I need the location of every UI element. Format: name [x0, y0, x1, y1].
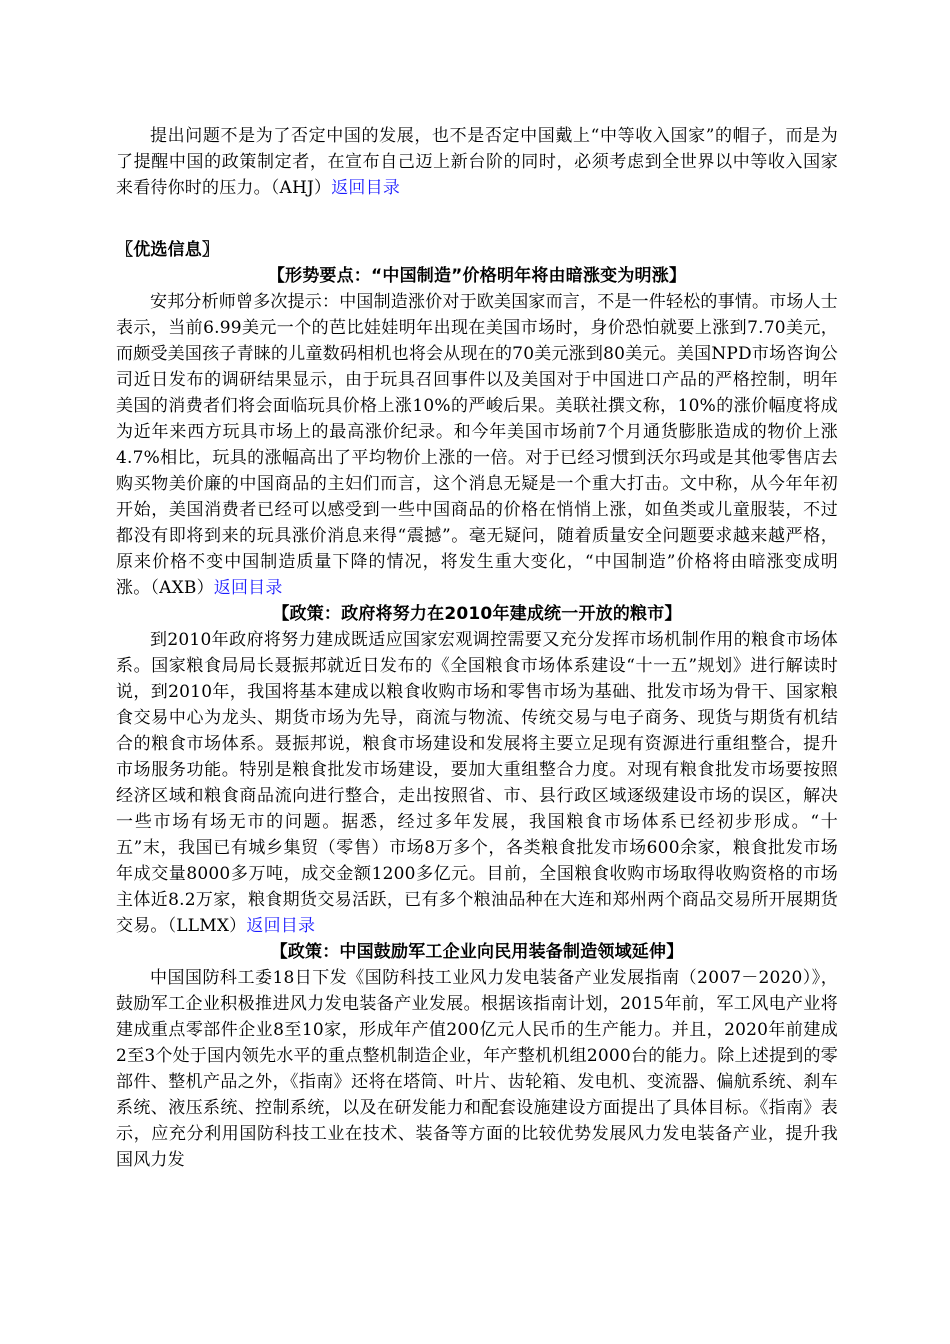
article-heading: 【形势要点：“中国制造”价格明年将由暗涨变为明涨】: [267, 266, 687, 286]
article-body: [116, 289, 838, 601]
back-to-toc-link[interactable]: 返回目录: [213, 578, 283, 598]
back-to-toc-link[interactable]: 返回目录: [331, 178, 401, 198]
article-heading: 【政策：中国鼓励军工企业向民用装备制造领域延伸】: [270, 942, 684, 962]
document-page: [116, 123, 838, 1173]
back-to-toc-link[interactable]: 返回目录: [246, 916, 316, 936]
article-heading: 【政策：政府将努力在2010年建成统一开放的粮市】: [272, 604, 682, 624]
intro-paragraph: [116, 123, 838, 201]
article-body: [116, 627, 838, 939]
article: [116, 601, 838, 939]
article: [116, 263, 838, 601]
article: [116, 939, 838, 1173]
article-text: 中国国防科工委18日下发《国防科技工业风力发电装备产业发展指南（2007－2020）》，鼓励军工企业积极推进风力发电装备产业发展。根据该指南计划，2015年前，军工风电产业将建成重点零部件企业8至10家，形成年产值200亿元人民币的生产能力。并且，2020年前建成2至3个处于国内领先水平的重点整机制造企业，年产整机机组2000台的能力。除上述提到的零部件、整机产品之外，《指南》还将在塔筒、叶片、齿轮箱、发电机、变流器、偏航系统、刹车系统、液压系统、控制系统，以及在研发能力和配套设施建设方面提出了具体目标。《指南》表示，应充分利用国防科技工业在技术、装备等方面的比较优势发展风力发电装备产业，提升我国风力发: [116, 968, 838, 1170]
section-label: 〖优选信息〗: [116, 240, 220, 260]
article-text: 安邦分析师曾多次提示：中国制造涨价对于欧美国家而言，不是一件轻松的事情。市场人士表示，当前6.99美元一个的芭比娃娃明年出现在美国市场时，身价恐怕就要上涨到7.70美元，而颇受美国孩子青睐的儿童数码相机也将会从现在的70美元涨到80美元。美国NPD市场咨询公司近日发布的调研结果显示，由于玩具召回事件以及美国对于中国进口产品的严格控制，明年美国的消费者们将会面临玩具价格上涨10%的严峻后果。美联社撰文称，10%的涨价幅度将成为近年来西方玩具市场上的最高涨价纪录。和今年美国市场前7个月通货膨胀造成的物价上涨4.7%相比，玩具的涨幅高出了平均物价上涨的一倍。对于已经习惯到沃尔玛或是其他零售店去购买物美价廉的中国商品的主妇们而言，这个消息无疑是一个重大打击。文中称，从今年年初开始，美国消费者已经可以感受到一些中国商品的价格在悄悄上涨，如鱼类或儿童服装，不过都没有即将到来的玩具涨价消息来得“震撼”。毫无疑问，随着质量安全问题要求越来越严格，原来价格不变中国制造质量下降的情况，将发生重大变化，“中国制造”价格将由暗涨变成明涨。（AXB）: [116, 292, 838, 598]
intro-text: 提出问题不是为了否定中国的发展，也不是否定中国戴上“中等收入国家”的帽子，而是为了提醒中国的政策制定者，在宣布自己迈上新台阶的同时，必须考虑到全世界以中等收入国家来看待你时的压力。（AHJ）: [116, 126, 838, 198]
article-body: [116, 965, 838, 1173]
article-text: 到2010年政府将努力建成既适应国家宏观调控需要又充分发挥市场机制作用的粮食市场体系。国家粮食局局长聂振邦就近日发布的《全国粮食市场体系建设“十一五”规划》进行解读时说，到2010年，我国将基本建成以粮食收购市场和零售市场为基础、批发市场为骨干、国家粮食交易中心为龙头、期货市场为先导，商流与物流、传统交易与电子商务、现货与期货有机结合的粮食市场体系。聂振邦说，粮食市场建设和发展将主要立足现有资源进行重组整合，提升市场服务功能。特别是粮食批发市场建设，要加大重组整合力度。对现有粮食批发市场要按照经济区域和粮食商品流向进行整合，走出按照省、市、县行政区域逐级建设市场的误区，解决一些市场有场无市的问题。据悉，经过多年发展，我国粮食市场体系已经初步形成。“十五”末，我国已有城乡集贸（零售）市场8万多个，各类粮食批发市场600余家，粮食批发市场年成交量8000多万吨，成交金额1200多亿元。目前，全国粮食收购市场取得收购资格的市场主体近8.2万家，粮食期货交易活跃，已有多个粮油品种在大连和郑州两个商品交易所开展期货交易。（LLMX）: [116, 630, 838, 936]
